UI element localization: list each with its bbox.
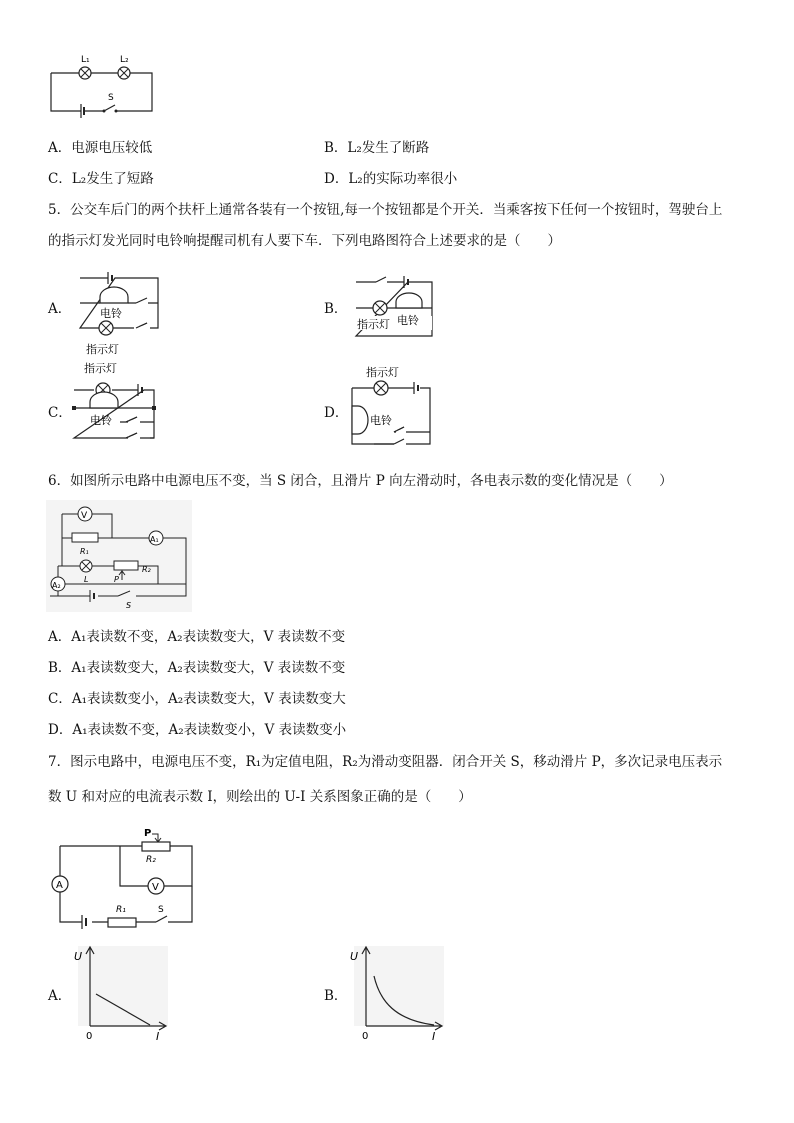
- r2-label: R₂: [142, 565, 151, 574]
- bell-label: 电铃: [397, 314, 419, 327]
- ammeter-a1-icon: [149, 531, 163, 545]
- switch-label: S: [108, 93, 114, 103]
- q7-graph-a[interactable]: [70, 944, 170, 1042]
- v-label: V: [81, 511, 88, 521]
- q4-option-b[interactable]: B．L₂发生了断路: [324, 140, 430, 156]
- q7-option-a-label[interactable]: A．: [48, 988, 72, 1004]
- q7-option-b-label[interactable]: B．: [324, 988, 348, 1004]
- voltmeter-icon: [148, 878, 164, 894]
- q7-stem-line1: 7．图示电路中，电源电压不变，R₁为定值电阻，R₂为滑动变阻器．闭合开关 S，移动滑片 P，多次记录电压表示: [48, 754, 723, 770]
- q5-option-a-label[interactable]: A．: [48, 301, 72, 317]
- battery-icon: [81, 104, 84, 118]
- i-axis-label: I: [156, 1030, 160, 1042]
- origin-label: 0: [362, 1031, 369, 1042]
- p-label: P: [144, 828, 152, 839]
- bell-label: 电铃: [90, 414, 112, 427]
- q4-option-a[interactable]: A．电源电压较低: [48, 140, 153, 156]
- ammeter-icon: [52, 876, 68, 892]
- u-axis-label: U: [350, 950, 359, 963]
- q6-option-c[interactable]: C．A₁表读数变小，A₂表读数变大，V 表读数变大: [48, 691, 346, 707]
- lamp-l-icon: [80, 560, 92, 572]
- l-label: L: [84, 575, 89, 584]
- i-axis-label: I: [432, 1030, 436, 1042]
- q7-circuit-figure: [46, 824, 198, 930]
- switch-icon: [103, 105, 118, 113]
- q6-option-a[interactable]: A．A₁表读数不变，A₂表读数变大，V 表读数不变: [48, 629, 346, 645]
- r2-rheostat: [114, 561, 138, 570]
- q5-figure-b[interactable]: [352, 268, 436, 340]
- l2-label: L₂: [120, 55, 129, 65]
- u-axis-label: U: [74, 950, 83, 963]
- bell-icon: [396, 293, 422, 308]
- q5-stem-line2: 的指示灯发光同时电铃响提醒司机有人要下车．下列电路图符合上述要求的是（ ）: [48, 233, 561, 249]
- lamp-icon: [373, 301, 387, 315]
- bell-icon: [90, 392, 118, 408]
- lamp-icon: [374, 381, 388, 395]
- q6-option-d[interactable]: D．A₁表读数不变，A₂表读数变小，V 表读数变小: [48, 722, 347, 738]
- q4-circuit-figure: [46, 48, 158, 122]
- p-label: P: [114, 575, 119, 584]
- r2-label: R₂: [146, 855, 156, 865]
- r1-resistor: [108, 918, 136, 927]
- voltmeter-icon: [78, 507, 92, 521]
- bell-label: 电铃: [100, 307, 122, 320]
- ammeter-a2-icon: [51, 577, 65, 591]
- switch-icon: [156, 916, 167, 922]
- origin-label: 0: [86, 1031, 93, 1042]
- lamp-l1-icon: [79, 67, 91, 79]
- r1-label: R₁: [80, 547, 89, 556]
- q5-option-c-label[interactable]: C．: [48, 405, 72, 421]
- lamp-label: 指示灯: [357, 318, 390, 331]
- q6-stem: 6．如图所示电路中电源电压不变，当 S 闭合，且滑片 P 向左滑动时，各电表示数的变化情况是（ ）: [48, 473, 673, 489]
- lamp-l2-icon: [118, 67, 130, 79]
- q4-option-c[interactable]: C．L₂发生了短路: [48, 171, 154, 187]
- lamp-icon: [99, 321, 113, 335]
- a2-label: A₂: [52, 581, 61, 590]
- r1-label: R₁: [116, 905, 126, 915]
- q5-figure-a[interactable]: [70, 270, 170, 358]
- r1-resistor: [72, 533, 98, 542]
- lamp-label: 指示灯: [86, 343, 119, 356]
- q4-option-d[interactable]: D．L₂的实际功率很小: [324, 171, 458, 187]
- q5-figure-d[interactable]: [346, 360, 436, 452]
- l1-label: L₁: [81, 55, 90, 65]
- q5-option-d-label[interactable]: D．: [324, 405, 349, 421]
- bell-icon: [352, 406, 368, 434]
- bell-icon: [100, 287, 128, 303]
- q6-circuit-figure: [46, 500, 192, 612]
- v-label: V: [152, 882, 159, 893]
- q5-option-b-label[interactable]: B．: [324, 301, 348, 317]
- q5-stem-line1: 5．公交车后门的两个扶杆上通常各装有一个按钮,每一个按钮都是个开关．当乘客按下任何一个按钮时，驾驶台上: [48, 202, 723, 218]
- a1-label: A₁: [150, 535, 159, 544]
- lamp-label: 指示灯: [84, 362, 117, 375]
- q5-figure-c[interactable]: [70, 358, 162, 442]
- r2-rheostat: [142, 842, 170, 851]
- lamp-label: 指示灯: [366, 366, 399, 379]
- s-label: S: [126, 601, 132, 610]
- a-label: A: [56, 880, 63, 891]
- bell-label: 电铃: [370, 414, 392, 427]
- q7-stem-line2: 数 U 和对应的电流表示数 I，则绘出的 U-I 关系图象正确的是（ ）: [48, 789, 472, 805]
- q7-graph-b[interactable]: [346, 944, 446, 1042]
- q6-option-b[interactable]: B．A₁表读数变大，A₂表读数变大，V 表读数不变: [48, 660, 346, 676]
- s-label: S: [158, 905, 164, 915]
